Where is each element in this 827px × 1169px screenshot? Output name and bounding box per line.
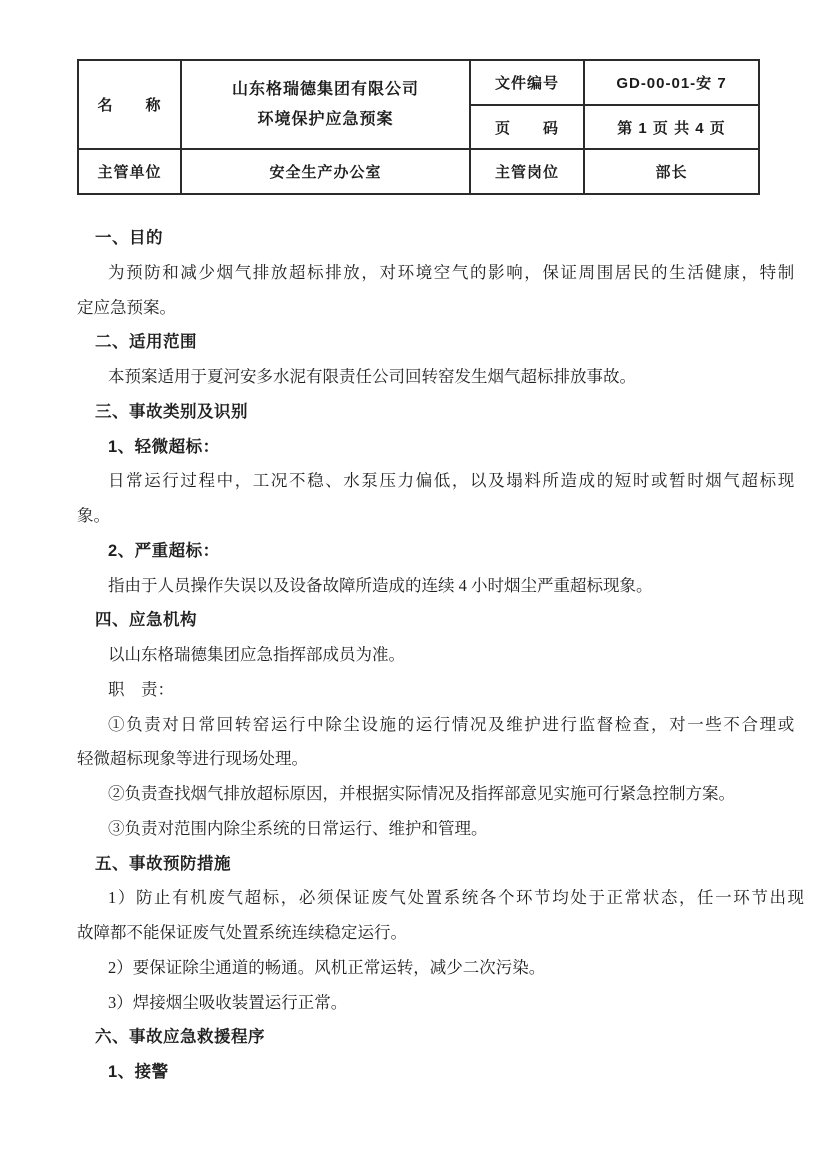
subheading-minor-exceedance: 1、轻微超标： xyxy=(108,437,220,456)
doc-line: 2）要保证除尘通道的畅通。风机正常运转，减少二次污染。 xyxy=(108,957,546,977)
post-label-cell xyxy=(470,149,584,194)
post-value: 部长 xyxy=(655,164,688,181)
doc-line-duty-label: 职 责： xyxy=(108,679,174,699)
dept-value: 安全生产办公室 xyxy=(269,164,382,181)
doc-line: 日常运行过程中，工况不稳、水泵压力偏低，以及塌料所造成的短时或暂时烟气超标现 xyxy=(108,471,796,491)
subheading-alarm-receiving: 1、接警 xyxy=(108,1063,169,1081)
doc-line: 3）焊接烟尘吸收装置运行正常。 xyxy=(108,992,348,1012)
name-label: 名 称 xyxy=(97,97,162,114)
section-heading-scope: 二、适用范围 xyxy=(95,333,197,352)
section-heading-organization: 四、应急机构 xyxy=(95,611,197,630)
table-row xyxy=(78,149,759,194)
company-name: 山东格瑞德集团有限公司 xyxy=(231,80,419,98)
doc-line: 为预防和减少烟气排放超标排放，对环境空气的影响，保证周围居民的生活健康，特制 xyxy=(108,262,796,282)
section-heading-prevention: 五、事故预防措施 xyxy=(95,854,231,873)
name-label-cell xyxy=(78,60,181,149)
document-header-table xyxy=(77,59,760,195)
page-label-cell xyxy=(470,105,584,149)
doc-line: 指由于人员操作失误以及设备故障所造成的连续 4 小时烟尘严重超标现象。 xyxy=(108,575,653,595)
doc-line: ③负责对范围内除尘系统的日常运行、维护和管理。 xyxy=(108,818,488,838)
doc-number-label-cell xyxy=(470,60,584,105)
subheading-severe-exceedance: 2、严重超标： xyxy=(108,541,220,560)
page-value-cell xyxy=(584,105,759,149)
section-heading-categories: 三、事故类别及识别 xyxy=(95,402,248,421)
dept-label: 主管单位 xyxy=(97,164,162,181)
plan-title: 环境保护应急预案 xyxy=(257,110,394,128)
doc-line: 1）防止有机废气超标，必须保证废气处置系统各个环节均处于正常状态，任一环节出现 xyxy=(108,888,806,908)
page-label: 页 码 xyxy=(494,119,559,137)
post-label: 主管岗位 xyxy=(494,164,559,181)
dept-label-cell xyxy=(78,149,181,194)
post-value-cell xyxy=(584,149,759,194)
doc-number-value: GD-00-01-安 7 xyxy=(616,75,727,92)
name-value-cell xyxy=(181,60,470,149)
page-value: 第 1 页 共 4 页 xyxy=(617,119,726,137)
doc-line: 轻微超标现象等进行现场处理。 xyxy=(77,749,308,769)
doc-line: ②负责查找烟气排放超标原因，并根据实际情况及指挥部意见实施可行紧急控制方案。 xyxy=(108,784,735,803)
doc-line: 故障都不能保证废气处置系统连续稳定运行。 xyxy=(77,923,407,942)
doc-number-label: 文件编号 xyxy=(494,75,559,92)
section-heading-rescue: 六、事故应急救援程序 xyxy=(95,1028,265,1047)
document-body xyxy=(77,221,806,1090)
doc-line: 本预案适用于夏河安多水泥有限责任公司回转窑发生烟气超标排放事故。 xyxy=(108,367,636,386)
table-row xyxy=(78,60,759,105)
dept-value-cell xyxy=(181,149,470,194)
doc-line: 象。 xyxy=(77,506,110,525)
doc-line: ①负责对日常回转窑运行中除尘设施的运行情况及维护进行监督检查，对一些不合理或 xyxy=(108,714,796,734)
section-heading-purpose: 一、目的 xyxy=(95,229,163,247)
doc-line: 定应急预案。 xyxy=(77,297,176,317)
doc-number-value-cell xyxy=(584,60,759,105)
doc-line: 以山东格瑞德集团应急指挥部成员为准。 xyxy=(108,645,405,664)
